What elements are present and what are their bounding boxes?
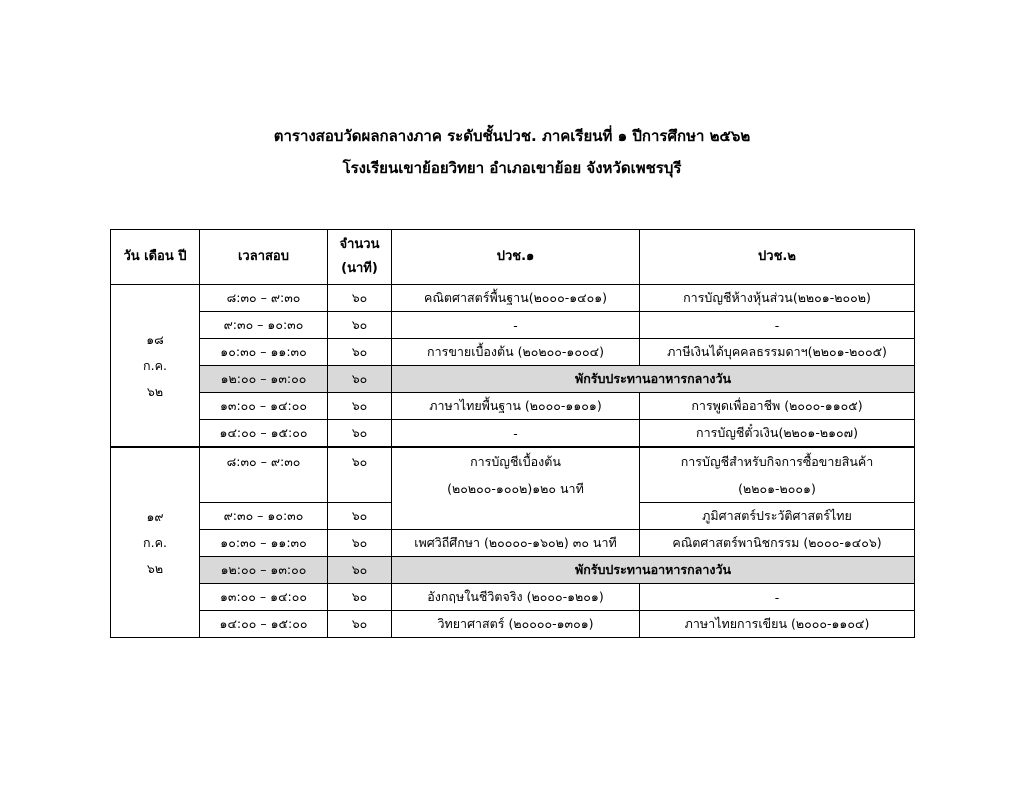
lunch-row (111, 557, 915, 584)
minutes-cell: ๖๐ (328, 339, 392, 366)
group2-subject: ภูมิศาสตร์ประวัติศาสตร์ไทย (640, 503, 915, 530)
minutes-cell: ๖๐ (328, 611, 392, 638)
date-cell-day1 (111, 285, 200, 448)
exam-schedule-table (110, 229, 915, 638)
time-cell: ๑๓:๐๐ – ๑๔:๐๐ (200, 584, 328, 611)
minutes-cell: ๖๐ (328, 584, 392, 611)
minutes-cell: ๖๐ (328, 420, 392, 448)
date-month: ก.ค. (143, 357, 167, 373)
table-row (111, 447, 915, 503)
header-group2: ปวช.๒ (640, 230, 915, 285)
group2-subject-line1: การบัญชีสำหรับกิจการซื้อขายสินค้า (680, 454, 874, 469)
header-duration-line1: จำนวน (339, 237, 380, 252)
time-cell: ๙:๓๐ – ๑๐:๓๐ (200, 503, 328, 530)
group1-subject: - (392, 312, 640, 339)
group1-subject (392, 447, 640, 530)
time-cell: ๑๓:๐๐ – ๑๔:๐๐ (200, 393, 328, 420)
minutes-cell: ๖๐ (328, 503, 392, 530)
table-row (111, 312, 915, 339)
group2-subject: การบัญชีตั๋วเงิน(๒๒๐๑-๒๑๐๗) (640, 420, 915, 448)
minutes-cell: ๖๐ (328, 312, 392, 339)
schedule-title: ตารางสอบวัดผลกลางภาค ระดับชั้นปวช. ภาคเรียนที่ ๑ ปีการศึกษา ๒๕๖๒ (273, 127, 751, 145)
group1-subject: เพศวิถีศึกษา (๒๐๐๐๐-๑๖๐๒) ๓๐ นาที (392, 530, 640, 557)
group2-subject: การพูดเพื่ออาชีพ (๒๐๐๐-๑๑๐๕) (640, 393, 915, 420)
lunch-break-label: พักรับประทานอาหารกลางวัน (392, 366, 915, 393)
table-row (111, 530, 915, 557)
group1-subject: การขายเบื้องต้น (๒๐๒๐๐-๑๐๐๔) (392, 339, 640, 366)
date-year: ๖๒ (146, 560, 164, 576)
minutes-cell: ๖๐ (328, 557, 392, 584)
time-cell: ๘:๓๐ – ๙:๓๐ (200, 447, 328, 503)
time-cell: ๘:๓๐ – ๙:๓๐ (200, 285, 328, 312)
group2-subject: ภาษีเงินได้บุคคลธรรมดาฯ(๒๒๐๑-๒๐๐๕) (640, 339, 915, 366)
group1-subject: - (392, 420, 640, 448)
date-cell-day2 (111, 447, 200, 638)
group2-subject: คณิตศาสตร์พานิชกรรม (๒๐๐๐-๑๔๐๖) (640, 530, 915, 557)
header-duration (328, 230, 392, 285)
group2-subject: ภาษาไทยการเขียน (๒๐๐๐-๑๑๐๔) (640, 611, 915, 638)
date-month: ก.ค. (143, 534, 167, 550)
time-cell: ๑๔:๐๐ – ๑๕:๐๐ (200, 420, 328, 448)
table-row (111, 285, 915, 312)
school-title: โรงเรียนเขาย้อยวิทยา อำเภอเขาย้อย จังหวัดเพชรบุรี (342, 159, 682, 177)
header-row (111, 230, 915, 285)
minutes-cell: ๖๐ (328, 530, 392, 557)
group2-subject: การบัญชีห้างหุ้นส่วน(๒๒๐๑-๒๐๐๒) (640, 285, 915, 312)
table-row (111, 339, 915, 366)
minutes-cell: ๖๐ (328, 366, 392, 393)
date-year: ๖๒ (146, 383, 164, 399)
time-cell: ๙:๓๐ – ๑๐:๓๐ (200, 312, 328, 339)
table-row (111, 393, 915, 420)
group1-subject: วิทยาศาสตร์ (๒๐๐๐๐-๑๓๐๑) (392, 611, 640, 638)
time-cell: ๑๒:๐๐ – ๑๓:๐๐ (200, 557, 328, 584)
time-cell: ๑๔:๐๐ – ๑๕:๐๐ (200, 611, 328, 638)
header-date: วัน เดือน ปี (111, 230, 200, 285)
group1-subject-line1: การบัญชีเบื้องต้น (470, 454, 561, 469)
table-row (111, 584, 915, 611)
date-day: ๑๙ (146, 508, 164, 524)
minutes-cell: ๖๐ (328, 285, 392, 312)
time-cell: ๑๐:๓๐ – ๑๑:๓๐ (200, 530, 328, 557)
date-day: ๑๘ (146, 331, 164, 347)
time-cell: ๑๒:๐๐ – ๑๓:๐๐ (200, 366, 328, 393)
table-row (111, 611, 915, 638)
header-group1: ปวช.๑ (392, 230, 640, 285)
minutes-cell: ๖๐ (328, 393, 392, 420)
group2-subject (640, 447, 915, 503)
group2-subject: - (640, 584, 915, 611)
group2-subject: - (640, 312, 915, 339)
header-time: เวลาสอบ (200, 230, 328, 285)
group1-subject: ภาษาไทยพื้นฐาน (๒๐๐๐-๑๑๐๑) (392, 393, 640, 420)
time-cell: ๑๐:๓๐ – ๑๑:๓๐ (200, 339, 328, 366)
table-row (111, 420, 915, 448)
group2-subject-line2: (๒๒๐๑-๒๐๐๑) (738, 481, 816, 496)
header-duration-line2: (นาที) (341, 261, 378, 276)
lunch-break-label: พักรับประทานอาหารกลางวัน (392, 557, 915, 584)
minutes-cell: ๖๐ (328, 447, 392, 503)
group1-subject: คณิตศาสตร์พื้นฐาน(๒๐๐๐-๑๔๐๑) (392, 285, 640, 312)
group1-subject-line2: (๒๐๒๐๐-๑๐๐๒)๑๒๐ นาที (447, 481, 584, 496)
lunch-row (111, 366, 915, 393)
group1-subject: อังกฤษในชีวิตจริง (๒๐๐๐-๑๒๐๑) (392, 584, 640, 611)
